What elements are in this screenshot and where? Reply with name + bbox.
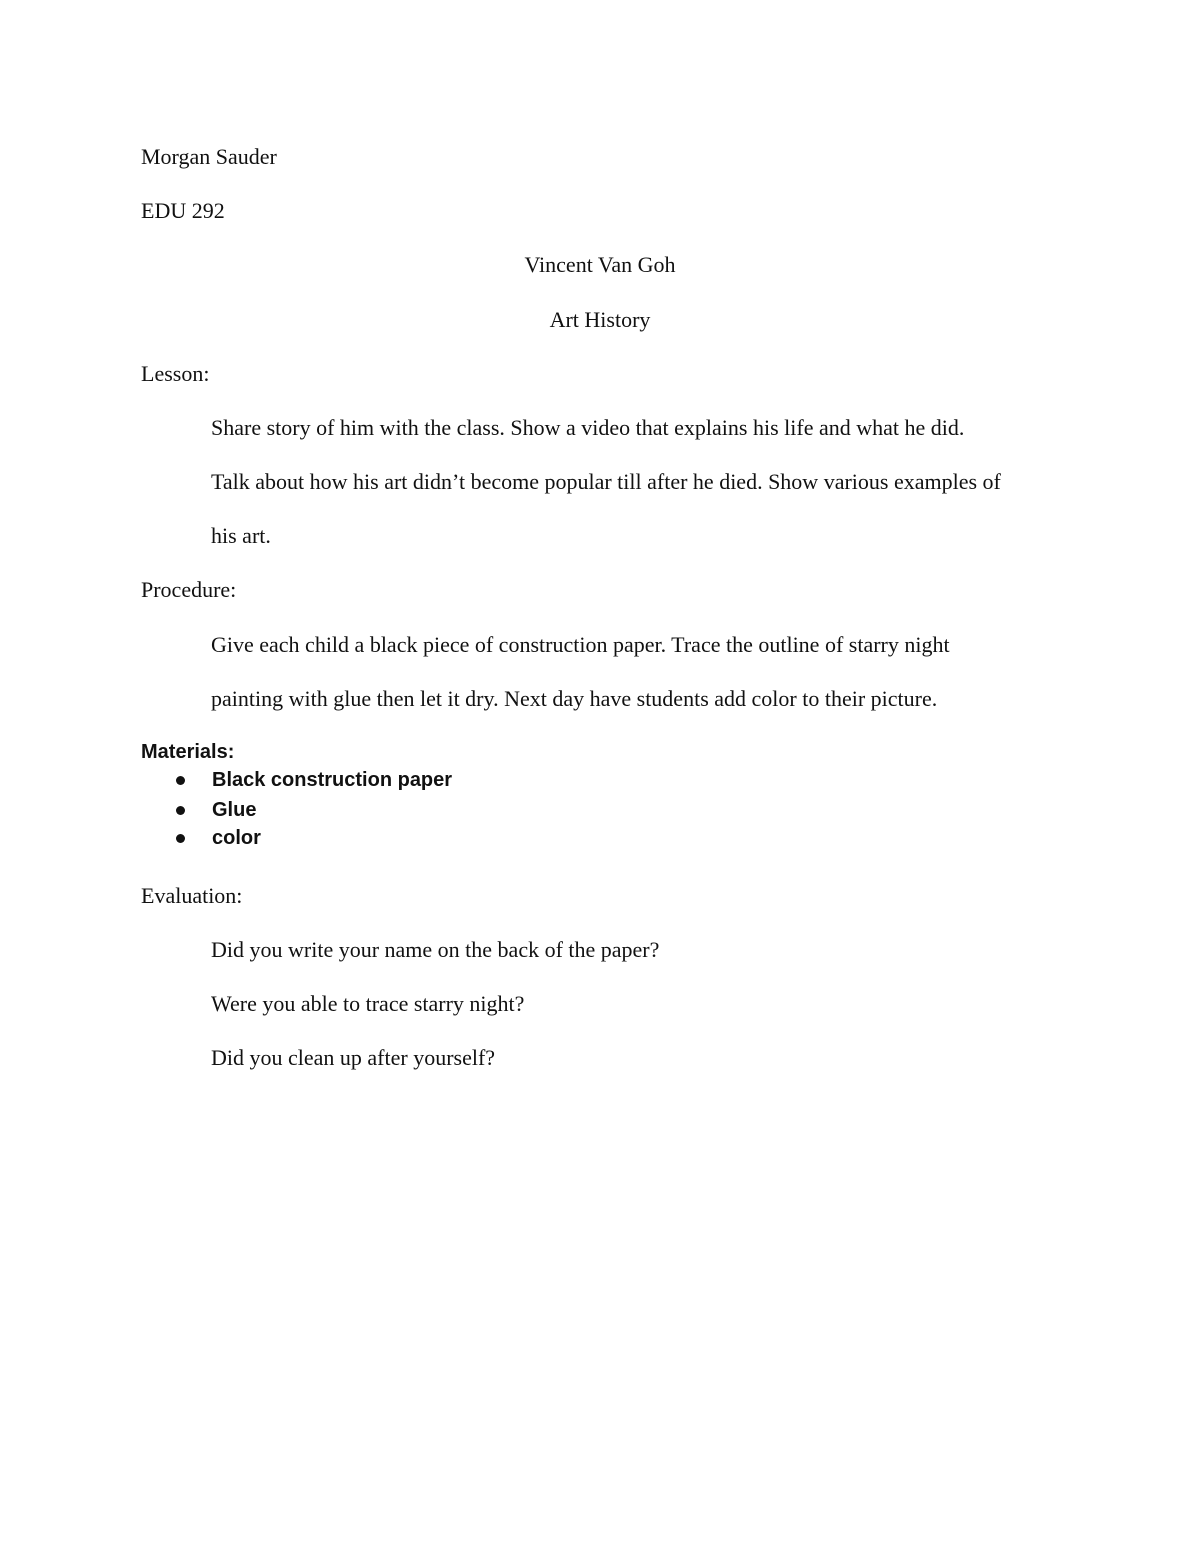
lesson-heading: Lesson: bbox=[141, 361, 210, 386]
evaluation-question: Were you able to trace starry night? bbox=[211, 991, 525, 1016]
bullet-icon bbox=[176, 776, 185, 785]
author-name: Morgan Sauder bbox=[141, 144, 277, 169]
materials-heading: Materials: bbox=[141, 741, 235, 763]
procedure-heading: Procedure: bbox=[141, 577, 237, 602]
procedure-line: painting with glue then let it dry. Next day have students add color to their picture. bbox=[211, 686, 938, 711]
material-label: Glue bbox=[212, 799, 257, 821]
evaluation-heading: Evaluation: bbox=[141, 883, 243, 908]
bullet-icon bbox=[176, 806, 185, 815]
lesson-line: Talk about how his art didn’t become popular till after he died. Show various examples of bbox=[211, 469, 1001, 494]
course-code: EDU 292 bbox=[141, 198, 225, 223]
lesson-line: Share story of him with the class. Show a video that explains his life and what he did. bbox=[211, 415, 965, 440]
document-subtitle: Art History bbox=[549, 307, 651, 332]
evaluation-question: Did you write your name on the back of the paper? bbox=[211, 937, 660, 962]
evaluation-question: Did you clean up after yourself? bbox=[211, 1045, 496, 1070]
material-label: Black construction paper bbox=[212, 769, 453, 791]
bullet-icon bbox=[176, 834, 185, 843]
document-title: Vincent Van Goh bbox=[524, 252, 676, 277]
lesson-line: his art. bbox=[211, 523, 271, 548]
procedure-line: Give each child a black piece of construction paper. Trace the outline of starry night bbox=[211, 632, 950, 657]
material-label: color bbox=[212, 827, 261, 849]
